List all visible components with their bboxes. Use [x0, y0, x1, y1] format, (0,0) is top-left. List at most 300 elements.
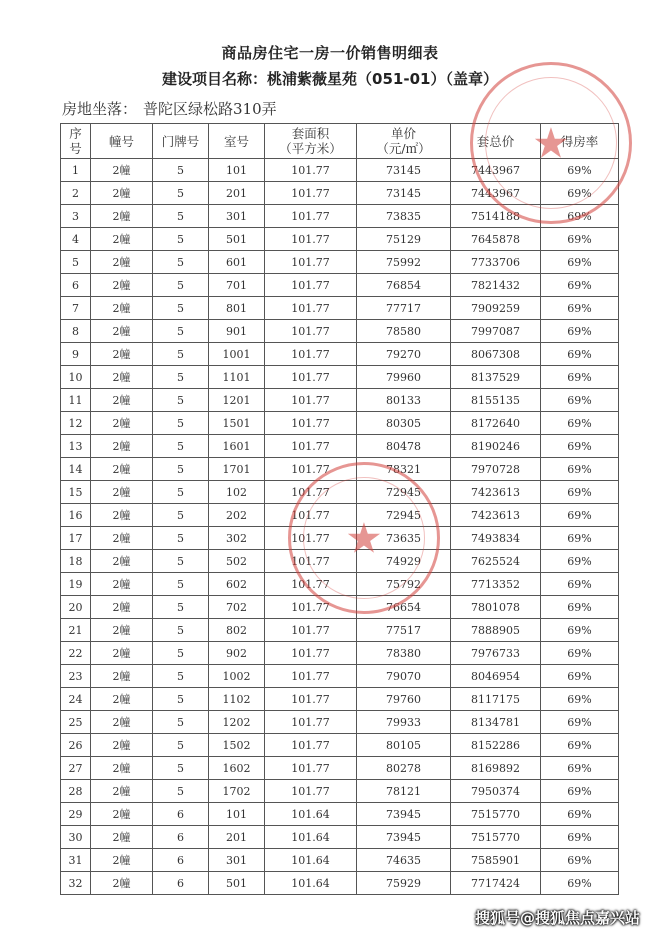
cell-door: 5 — [153, 320, 209, 343]
cell-room: 1202 — [209, 711, 265, 734]
cell-building: 2幢 — [91, 389, 153, 412]
cell-door: 5 — [153, 550, 209, 573]
cell-rate: 69% — [541, 596, 619, 619]
cell-total: 8190246 — [451, 435, 541, 458]
cell-building: 2幢 — [91, 205, 153, 228]
cell-room: 201 — [209, 182, 265, 205]
cell-area: 101.77 — [265, 481, 357, 504]
cell-price: 76654 — [357, 596, 451, 619]
official-seal-stamp: ★ — [470, 62, 632, 224]
cell-door: 5 — [153, 412, 209, 435]
table-row — [61, 389, 619, 412]
cell-room: 1501 — [209, 412, 265, 435]
cell-seq: 29 — [61, 803, 91, 826]
table-row — [61, 872, 619, 895]
address-value: 普陀区绿松路310弄 — [143, 100, 277, 118]
table-row — [61, 596, 619, 619]
cell-rate: 69% — [541, 550, 619, 573]
cell-total: 8046954 — [451, 665, 541, 688]
table-row — [61, 481, 619, 504]
cell-seq: 21 — [61, 619, 91, 642]
cell-seq: 9 — [61, 343, 91, 366]
cell-building: 2幢 — [91, 803, 153, 826]
cell-room: 302 — [209, 527, 265, 550]
cell-price: 74635 — [357, 849, 451, 872]
address-line — [62, 98, 283, 119]
cell-building: 2幢 — [91, 366, 153, 389]
cell-total: 7423613 — [451, 504, 541, 527]
cell-total: 7821432 — [451, 274, 541, 297]
cell-room: 802 — [209, 619, 265, 642]
cell-room: 1201 — [209, 389, 265, 412]
table-row — [61, 550, 619, 573]
cell-seq: 31 — [61, 849, 91, 872]
cell-room: 902 — [209, 642, 265, 665]
cell-door: 5 — [153, 159, 209, 182]
cell-price: 78121 — [357, 780, 451, 803]
cell-total: 7514188 — [451, 205, 541, 228]
cell-building: 2幢 — [91, 826, 153, 849]
cell-door: 5 — [153, 504, 209, 527]
cell-area: 101.77 — [265, 780, 357, 803]
cell-rate: 69% — [541, 665, 619, 688]
cell-building: 2幢 — [91, 527, 153, 550]
cell-total: 7585901 — [451, 849, 541, 872]
cell-door: 5 — [153, 182, 209, 205]
cell-seq: 30 — [61, 826, 91, 849]
cell-area: 101.77 — [265, 711, 357, 734]
cell-total: 8067308 — [451, 343, 541, 366]
cell-rate: 69% — [541, 366, 619, 389]
cell-price: 76854 — [357, 274, 451, 297]
cell-door: 6 — [153, 803, 209, 826]
cell-area: 101.64 — [265, 826, 357, 849]
cell-building: 2幢 — [91, 642, 153, 665]
cell-door: 5 — [153, 435, 209, 458]
table-row — [61, 688, 619, 711]
cell-building: 2幢 — [91, 297, 153, 320]
cell-door: 5 — [153, 619, 209, 642]
cell-area: 101.77 — [265, 343, 357, 366]
cell-area: 101.77 — [265, 182, 357, 205]
cell-total: 7970728 — [451, 458, 541, 481]
cell-rate: 69% — [541, 849, 619, 872]
cell-price: 79960 — [357, 366, 451, 389]
table-row — [61, 251, 619, 274]
cell-rate: 69% — [541, 159, 619, 182]
cell-total: 8117175 — [451, 688, 541, 711]
cell-seq: 11 — [61, 389, 91, 412]
cell-rate: 69% — [541, 389, 619, 412]
cell-room: 702 — [209, 596, 265, 619]
cell-seq: 7 — [61, 297, 91, 320]
cell-total: 7515770 — [451, 826, 541, 849]
cell-door: 5 — [153, 228, 209, 251]
cell-door: 5 — [153, 366, 209, 389]
cell-rate: 69% — [541, 205, 619, 228]
project-label: 建设项目名称： — [162, 70, 268, 88]
cell-price: 80105 — [357, 734, 451, 757]
cell-area: 101.64 — [265, 849, 357, 872]
cell-room: 501 — [209, 228, 265, 251]
cell-rate: 69% — [541, 688, 619, 711]
cell-area: 101.77 — [265, 734, 357, 757]
table-row — [61, 711, 619, 734]
cell-seq: 4 — [61, 228, 91, 251]
cell-door: 5 — [153, 642, 209, 665]
cell-price: 73945 — [357, 826, 451, 849]
cell-area: 101.77 — [265, 619, 357, 642]
cell-building: 2幢 — [91, 412, 153, 435]
cell-rate: 69% — [541, 228, 619, 251]
cell-building: 2幢 — [91, 550, 153, 573]
header-door: 门牌号 — [153, 124, 209, 159]
cell-price: 75992 — [357, 251, 451, 274]
cell-building: 2幢 — [91, 343, 153, 366]
cell-building: 2幢 — [91, 504, 153, 527]
cell-rate: 69% — [541, 734, 619, 757]
cell-area: 101.77 — [265, 320, 357, 343]
cell-seq: 23 — [61, 665, 91, 688]
cell-door: 5 — [153, 251, 209, 274]
cell-price: 80133 — [357, 389, 451, 412]
table-row — [61, 182, 619, 205]
cell-room: 101 — [209, 159, 265, 182]
cell-rate: 69% — [541, 458, 619, 481]
cell-rate: 69% — [541, 803, 619, 826]
cell-seq: 18 — [61, 550, 91, 573]
cell-price: 80278 — [357, 757, 451, 780]
cell-seq: 28 — [61, 780, 91, 803]
table-row — [61, 826, 619, 849]
cell-door: 6 — [153, 849, 209, 872]
cell-seq: 15 — [61, 481, 91, 504]
cell-price: 75929 — [357, 872, 451, 895]
table-row — [61, 343, 619, 366]
cell-rate: 69% — [541, 481, 619, 504]
cell-total: 7717424 — [451, 872, 541, 895]
table-row — [61, 435, 619, 458]
cell-room: 701 — [209, 274, 265, 297]
cell-price: 80305 — [357, 412, 451, 435]
cell-seq: 2 — [61, 182, 91, 205]
cell-area: 101.77 — [265, 159, 357, 182]
cell-rate: 69% — [541, 297, 619, 320]
cell-area: 101.77 — [265, 251, 357, 274]
cell-price: 73635 — [357, 527, 451, 550]
cell-total: 8134781 — [451, 711, 541, 734]
cell-door: 5 — [153, 205, 209, 228]
cell-room: 501 — [209, 872, 265, 895]
cell-price: 72945 — [357, 504, 451, 527]
cell-room: 201 — [209, 826, 265, 849]
cell-seq: 5 — [61, 251, 91, 274]
cell-building: 2幢 — [91, 872, 153, 895]
cell-price: 78321 — [357, 458, 451, 481]
cell-rate: 69% — [541, 251, 619, 274]
watermark: 搜狐号@搜狐焦点嘉兴站 — [474, 909, 640, 927]
cell-price: 73145 — [357, 159, 451, 182]
cell-room: 102 — [209, 481, 265, 504]
cell-rate: 69% — [541, 343, 619, 366]
cell-room: 301 — [209, 849, 265, 872]
table-row — [61, 803, 619, 826]
header-area: 套面积 （平方米） — [265, 124, 357, 159]
cell-total: 7909259 — [451, 297, 541, 320]
cell-room: 301 — [209, 205, 265, 228]
cell-building: 2幢 — [91, 320, 153, 343]
table-row — [61, 849, 619, 872]
cell-room: 601 — [209, 251, 265, 274]
cell-area: 101.64 — [265, 872, 357, 895]
cell-rate: 69% — [541, 274, 619, 297]
cell-rate: 69% — [541, 642, 619, 665]
cell-area: 101.77 — [265, 435, 357, 458]
cell-seq: 26 — [61, 734, 91, 757]
cell-area: 101.77 — [265, 550, 357, 573]
cell-door: 5 — [153, 596, 209, 619]
cell-door: 6 — [153, 872, 209, 895]
table-row — [61, 619, 619, 642]
cell-area: 101.77 — [265, 274, 357, 297]
cell-price: 79760 — [357, 688, 451, 711]
cell-total: 8155135 — [451, 389, 541, 412]
cell-building: 2幢 — [91, 596, 153, 619]
cell-price: 75792 — [357, 573, 451, 596]
cell-rate: 69% — [541, 872, 619, 895]
cell-total: 8137529 — [451, 366, 541, 389]
table-row — [61, 527, 619, 550]
cell-door: 6 — [153, 826, 209, 849]
cell-area: 101.77 — [265, 573, 357, 596]
cell-area: 101.77 — [265, 205, 357, 228]
cell-area: 101.64 — [265, 803, 357, 826]
table-row — [61, 412, 619, 435]
table-row — [61, 573, 619, 596]
cell-seq: 6 — [61, 274, 91, 297]
cell-total: 7423613 — [451, 481, 541, 504]
cell-room: 202 — [209, 504, 265, 527]
header-rate: 得房率 — [541, 124, 619, 159]
cell-total: 8152286 — [451, 734, 541, 757]
project-name — [0, 68, 660, 89]
header-room: 室号 — [209, 124, 265, 159]
table-row — [61, 734, 619, 757]
table-row — [61, 665, 619, 688]
cell-seq: 3 — [61, 205, 91, 228]
cell-rate: 69% — [541, 412, 619, 435]
table-row — [61, 780, 619, 803]
cell-room: 1601 — [209, 435, 265, 458]
cell-area: 101.77 — [265, 665, 357, 688]
cell-rate: 69% — [541, 711, 619, 734]
table-row — [61, 366, 619, 389]
cell-total: 7997087 — [451, 320, 541, 343]
header-price: 单价 （元/㎡） — [357, 124, 451, 159]
cell-price: 73945 — [357, 803, 451, 826]
cell-seq: 13 — [61, 435, 91, 458]
address-label: 房地坐落： — [62, 100, 138, 118]
cell-room: 1101 — [209, 366, 265, 389]
cell-area: 101.77 — [265, 458, 357, 481]
cell-building: 2幢 — [91, 619, 153, 642]
cell-seq: 32 — [61, 872, 91, 895]
cell-rate: 69% — [541, 320, 619, 343]
cell-door: 5 — [153, 734, 209, 757]
cell-room: 101 — [209, 803, 265, 826]
cell-area: 101.77 — [265, 366, 357, 389]
cell-price: 75129 — [357, 228, 451, 251]
cell-building: 2幢 — [91, 435, 153, 458]
cell-price: 78380 — [357, 642, 451, 665]
header-seq: 序 号 — [61, 124, 91, 159]
cell-price: 74929 — [357, 550, 451, 573]
cell-price: 79270 — [357, 343, 451, 366]
cell-area: 101.77 — [265, 228, 357, 251]
cell-room: 1001 — [209, 343, 265, 366]
cell-price: 79070 — [357, 665, 451, 688]
cell-total: 7625524 — [451, 550, 541, 573]
header-total: 套总价 — [451, 124, 541, 159]
cell-price: 80478 — [357, 435, 451, 458]
cell-building: 2幢 — [91, 780, 153, 803]
cell-door: 5 — [153, 780, 209, 803]
cell-seq: 12 — [61, 412, 91, 435]
cell-door: 5 — [153, 274, 209, 297]
cell-total: 7515770 — [451, 803, 541, 826]
cell-building: 2幢 — [91, 711, 153, 734]
cell-rate: 69% — [541, 573, 619, 596]
cell-total: 7950374 — [451, 780, 541, 803]
cell-seq: 10 — [61, 366, 91, 389]
table-row — [61, 205, 619, 228]
cell-building: 2幢 — [91, 688, 153, 711]
cell-price: 72945 — [357, 481, 451, 504]
cell-building: 2幢 — [91, 573, 153, 596]
cell-room: 602 — [209, 573, 265, 596]
table-row — [61, 159, 619, 182]
cell-room: 1702 — [209, 780, 265, 803]
cell-total: 7733706 — [451, 251, 541, 274]
cell-building: 2幢 — [91, 734, 153, 757]
price-table — [60, 123, 619, 895]
cell-seq: 19 — [61, 573, 91, 596]
cell-building: 2幢 — [91, 481, 153, 504]
cell-door: 5 — [153, 665, 209, 688]
cell-total: 8172640 — [451, 412, 541, 435]
cell-room: 1102 — [209, 688, 265, 711]
cell-total: 8169892 — [451, 757, 541, 780]
cell-door: 5 — [153, 527, 209, 550]
cell-total: 7645878 — [451, 228, 541, 251]
cell-room: 502 — [209, 550, 265, 573]
cell-area: 101.77 — [265, 596, 357, 619]
cell-building: 2幢 — [91, 251, 153, 274]
cell-building: 2幢 — [91, 665, 153, 688]
cell-seq: 8 — [61, 320, 91, 343]
cell-room: 1701 — [209, 458, 265, 481]
cell-total: 7801078 — [451, 596, 541, 619]
cell-seq: 22 — [61, 642, 91, 665]
cell-area: 101.77 — [265, 757, 357, 780]
cell-building: 2幢 — [91, 757, 153, 780]
cell-building: 2幢 — [91, 458, 153, 481]
cell-area: 101.77 — [265, 527, 357, 550]
cell-total: 7493834 — [451, 527, 541, 550]
cell-price: 77517 — [357, 619, 451, 642]
cell-rate: 69% — [541, 780, 619, 803]
cell-building: 2幢 — [91, 159, 153, 182]
table-row — [61, 228, 619, 251]
cell-door: 5 — [153, 711, 209, 734]
cell-seq: 25 — [61, 711, 91, 734]
cell-door: 5 — [153, 343, 209, 366]
table-row — [61, 642, 619, 665]
table-row — [61, 320, 619, 343]
cell-rate: 69% — [541, 504, 619, 527]
cell-rate: 69% — [541, 757, 619, 780]
cell-door: 5 — [153, 458, 209, 481]
cell-seq: 16 — [61, 504, 91, 527]
cell-room: 1502 — [209, 734, 265, 757]
cell-price: 73835 — [357, 205, 451, 228]
document-title: 商品房住宅一房一价销售明细表 — [221, 44, 439, 62]
cell-building: 2幢 — [91, 274, 153, 297]
cell-rate: 69% — [541, 527, 619, 550]
cell-door: 5 — [153, 688, 209, 711]
cell-price: 79933 — [357, 711, 451, 734]
cell-price: 73145 — [357, 182, 451, 205]
cell-seq: 24 — [61, 688, 91, 711]
table-header-row — [61, 124, 619, 159]
cell-door: 5 — [153, 389, 209, 412]
cell-room: 801 — [209, 297, 265, 320]
project-value: 桃浦紫薇星苑（051-01）（盖章） — [267, 70, 498, 88]
cell-room: 901 — [209, 320, 265, 343]
cell-area: 101.77 — [265, 297, 357, 320]
cell-building: 2幢 — [91, 182, 153, 205]
cell-building: 2幢 — [91, 228, 153, 251]
cell-seq: 27 — [61, 757, 91, 780]
cell-rate: 69% — [541, 182, 619, 205]
cell-area: 101.77 — [265, 504, 357, 527]
cell-room: 1002 — [209, 665, 265, 688]
cell-seq: 20 — [61, 596, 91, 619]
cell-area: 101.77 — [265, 688, 357, 711]
cell-price: 77717 — [357, 297, 451, 320]
table-row — [61, 504, 619, 527]
cell-seq: 1 — [61, 159, 91, 182]
cell-door: 5 — [153, 481, 209, 504]
cell-total: 7888905 — [451, 619, 541, 642]
cell-total: 7443967 — [451, 159, 541, 182]
cell-rate: 69% — [541, 619, 619, 642]
cell-area: 101.77 — [265, 412, 357, 435]
cell-seq: 14 — [61, 458, 91, 481]
cell-rate: 69% — [541, 435, 619, 458]
cell-price: 78580 — [357, 320, 451, 343]
cell-door: 5 — [153, 573, 209, 596]
cell-room: 1602 — [209, 757, 265, 780]
cell-rate: 69% — [541, 826, 619, 849]
cell-total: 7443967 — [451, 182, 541, 205]
table-row — [61, 757, 619, 780]
table-row — [61, 274, 619, 297]
table-row — [61, 297, 619, 320]
cell-door: 5 — [153, 757, 209, 780]
table-row — [61, 458, 619, 481]
cell-total: 7713352 — [451, 573, 541, 596]
